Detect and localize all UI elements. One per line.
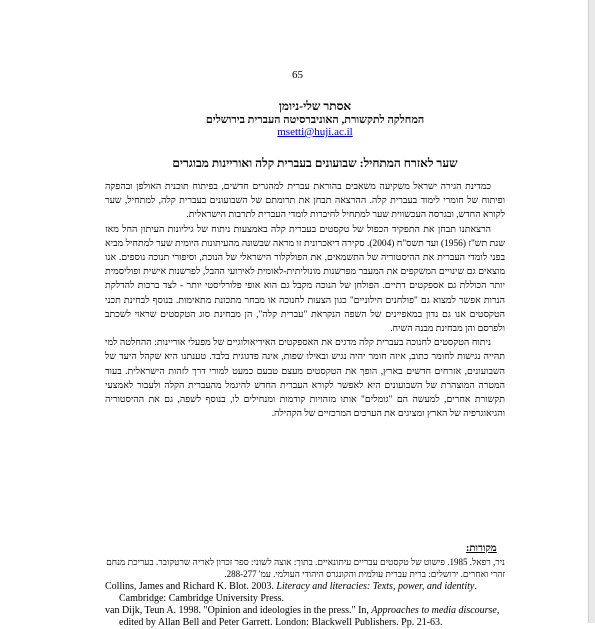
paragraph-2: הרצאתנו תבחן את התפקיד הכפול של טקסטים בעברית קלה באמצעות ניתוח של גיליונות העיתון החל מאז שנת תש"ז (1956) ועד תשס"ח (2004). סקירה דיאכרונית זו מראה שבשונה מהעיתונות היומית שער למתחיל מביא בפני לומדי העברית את ההיסטוריה של התשמאים, את הפולקלור הישראלי של הנוכת, וסיפורי תנוכה נוספים. אנו מוצאים גם שינויים המשקפים את המעבר מפרשנות מונוליתית-לאומית לאירועי ההבל, לפרשנות אישית ופוליסמית יותר הכוללת גם אספקטים דתיים. הפולחן של הנוכה מקבל גם הוא אופי פלורליסטי יותר - לצד ברכות להדלקת הנרות אפשר למצוא גם "פולחנים חילוניים" כגון הצעות לחנוכה או מבחר מתכונת מתאימות. בנוסף לבחינת תכני הטקסטים אנו גם נדון במאפיינים של השפה הנקראת "עברית קלה", הן מבחינת סוג הטקסטים שראוי לשכתב ולפרסם והן מבחינת מבנה השיח. bbox=[105, 224, 505, 335]
abstract-body bbox=[105, 180, 505, 421]
author-email-link[interactable]: msetti@huji.ac.il bbox=[277, 126, 353, 138]
abstract-title: שער לאזרח המתחיל: שבועונים בעברית קלה ואוריינות מבוגרים bbox=[172, 156, 458, 170]
reference-collins-title: Literacy and literacies: Texts, power, and identity bbox=[276, 581, 475, 592]
reference-collins: Collins, James and Richard K. Blot. 2003. Literacy and literacies: Texts, power, and identity. Cambridge: Cambridge University Press. bbox=[105, 581, 525, 605]
references-heading: מקורות: bbox=[466, 543, 497, 554]
reference-collins-authors: Collins, James and Richard K. Blot. 2003. bbox=[105, 581, 274, 592]
paragraph-1: כמדינת הגירה ישראל משקיעה משאבים בהוראת עברית למהגרים חדשים, בפיתוח תוכנית האולפן ובהפקה ופיתוח של חומרי לימוד בעברית קלה. ההרצאה תבחן את תרומתם של השבועונים בעברית קלה, למתחיל, שער לקורא החדש, ובגרסה העכשווית שער למתחיל לחיברות לומדי העברית לתרבות הישראלית. bbox=[105, 182, 505, 221]
author-affiliation: המחלקה לתקשורת, האוניברסיטה העברית בירושלים bbox=[205, 114, 425, 126]
reference-collins-publisher: Cambridge: Cambridge University Press. bbox=[119, 593, 284, 604]
reference-vandijk-publisher: edited by Allan Bell and Peter Garrett. London: Blackwell Publishers. Pp. 21-63. bbox=[119, 617, 443, 628]
reference-vandijk-book: Approaches to media discourse bbox=[371, 605, 497, 616]
reference-vandijk: van Dijk, Teun A. 1998. "Opinion and ideologies in the press." In, Approaches to media discourse, edited by Allan Bell and Peter Garrett. London: Blackwell Publishers. Pp. 21-63. bbox=[105, 605, 525, 629]
reference-vandijk-authors: van Dijk, Teun A. 1998. "Opinion and ideologies in the press." In, bbox=[105, 605, 369, 616]
page-number: 65 bbox=[292, 69, 303, 81]
reference-hebrew: ניר, רפאל. 1985. פישוט של טקסטים עבריים עיתונאיים. בתוך: אוצה לשוני: ספר זכרון לאריה שרטקובר. בעריכת מנחם זהרי ואחרים. ירושלים: ברית עברית עולמית והקונגרס היהודי העולמי. עמ' 288-277. bbox=[106, 557, 505, 579]
author-name: אסתר שלי-ניומן bbox=[278, 99, 352, 113]
page-edge bbox=[588, 0, 595, 623]
paragraph-3: ניתוח הטקסטים לחנוכה בעברית קלה מדגים את האספקטים האידיאולוגיים של מפעלי אוריינות: ההחלטה למי תהייה נגישות לחומר כתוב, איזה חומר יהיה נגיש ובאילו שפות, אינה פדגוגית בלבד. טענתנו היא שקהל היעד של השבועונים, אזרחים חדשים בארץ, הופך את הטקסטים מעצם טבעם כמעט למורי דרך לזהות הישראלית. בעוד המטרה המוצהרת של השבועונים היא לאפשר לקורא העברית החדש להיגמל מהעברית הקלה ולעבור לאמצעי תקשורת אחרים, למעשה הם "גומלים" אותו מזהויות קודמות ומנחילים לו, בנוסף לשפה, גם את ההיסטוריה והגיאוגרפיה של הארץ ומציגים את הערכים המרכזיים של הקהילה. bbox=[105, 338, 505, 420]
